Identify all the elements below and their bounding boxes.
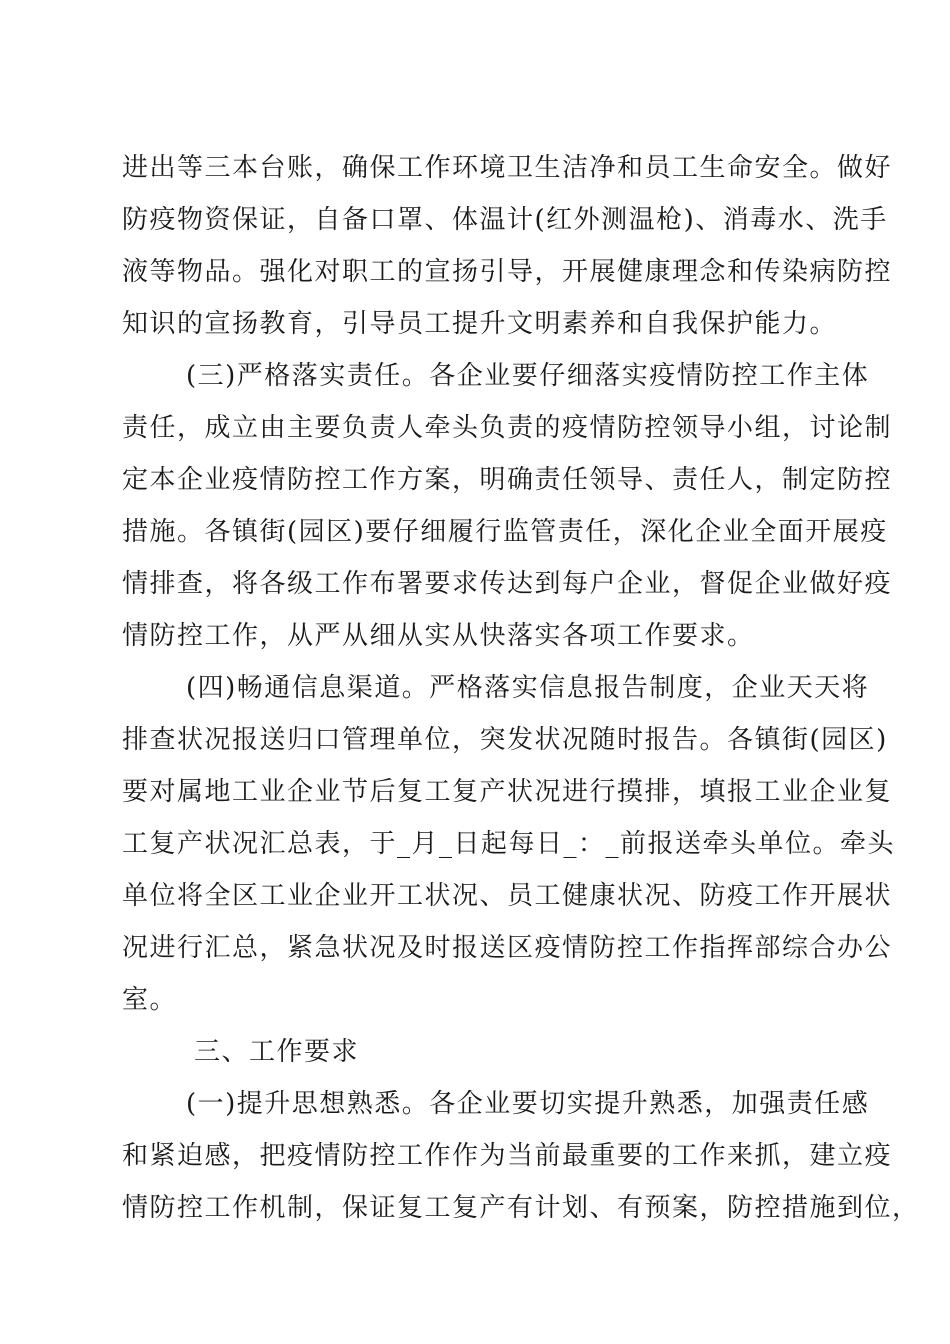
text-line-14: 工复产状况汇总表，于_月_日起每日_：_前报送牵头单位。牵头 xyxy=(122,829,896,859)
text-line-7: 定本企业疫情防控工作方案，明确责任领导、责任人，制定防控 xyxy=(122,465,893,495)
text-line-15: 单位将全区工业企业开工状况、员工健康状况、防疫工作开展状 xyxy=(122,881,893,911)
paragraph-4-start: (四)畅通信息渠道。严格落实信息报告制度，企业天天将 xyxy=(186,673,870,703)
paragraph-1-start: (一)提升思想熟悉。各企业要切实提升熟悉，加强责任感 xyxy=(186,1089,870,1119)
section-heading: 三、工作要求 xyxy=(194,1037,360,1067)
text-line-8: 措施。各镇街(园区)要仔细履行监管责任，深化企业全面开展疫 xyxy=(122,517,888,547)
text-line-20: 和紧迫感，把疫情防控工作作为当前最重要的工作来抓，建立疫 xyxy=(122,1141,893,1171)
text-line-9: 情排查，将各级工作布署要求传达到每户企业，督促企业做好疫 xyxy=(122,569,893,599)
text-line-1: 进出等三本台账，确保工作环境卫生洁净和员工生命安全。做好 xyxy=(122,153,893,183)
text-line-3: 液等物品。强化对职工的宣扬引导，开展健康理念和传染病防控 xyxy=(122,257,893,287)
text-line-13: 要对属地工业企业节后复工复产状况进行摸排，填报工业企业复 xyxy=(122,777,893,807)
text-line-10: 情防控工作，从严从细从实从快落实各项工作要求。 xyxy=(122,621,755,651)
text-line-21: 情防控工作机制，保证复工复产有计划、有预案，防控措施到位， xyxy=(122,1193,920,1223)
paragraph-3-start: (三)严格落实责任。各企业要仔细落实疫情防控工作主体 xyxy=(186,361,870,391)
text-line-4: 知识的宣扬教育，引导员工提升文明素养和自我保护能力。 xyxy=(122,309,838,339)
text-line-2: 防疫物资保证，自备口罩、体温计(红外测温枪)、消毒水、洗手 xyxy=(122,205,888,235)
text-line-12: 排查状况报送归口管理单位，突发状况随时报告。各镇街(园区) xyxy=(122,725,888,755)
text-line-6: 责任，成立由主要负责人牵头负责的疫情防控领导小组，讨论制 xyxy=(122,413,893,443)
text-line-17: 室。 xyxy=(122,985,178,1015)
text-line-16: 况进行汇总，紧急状况及时报送区疫情防控工作指挥部综合办公 xyxy=(122,933,893,963)
